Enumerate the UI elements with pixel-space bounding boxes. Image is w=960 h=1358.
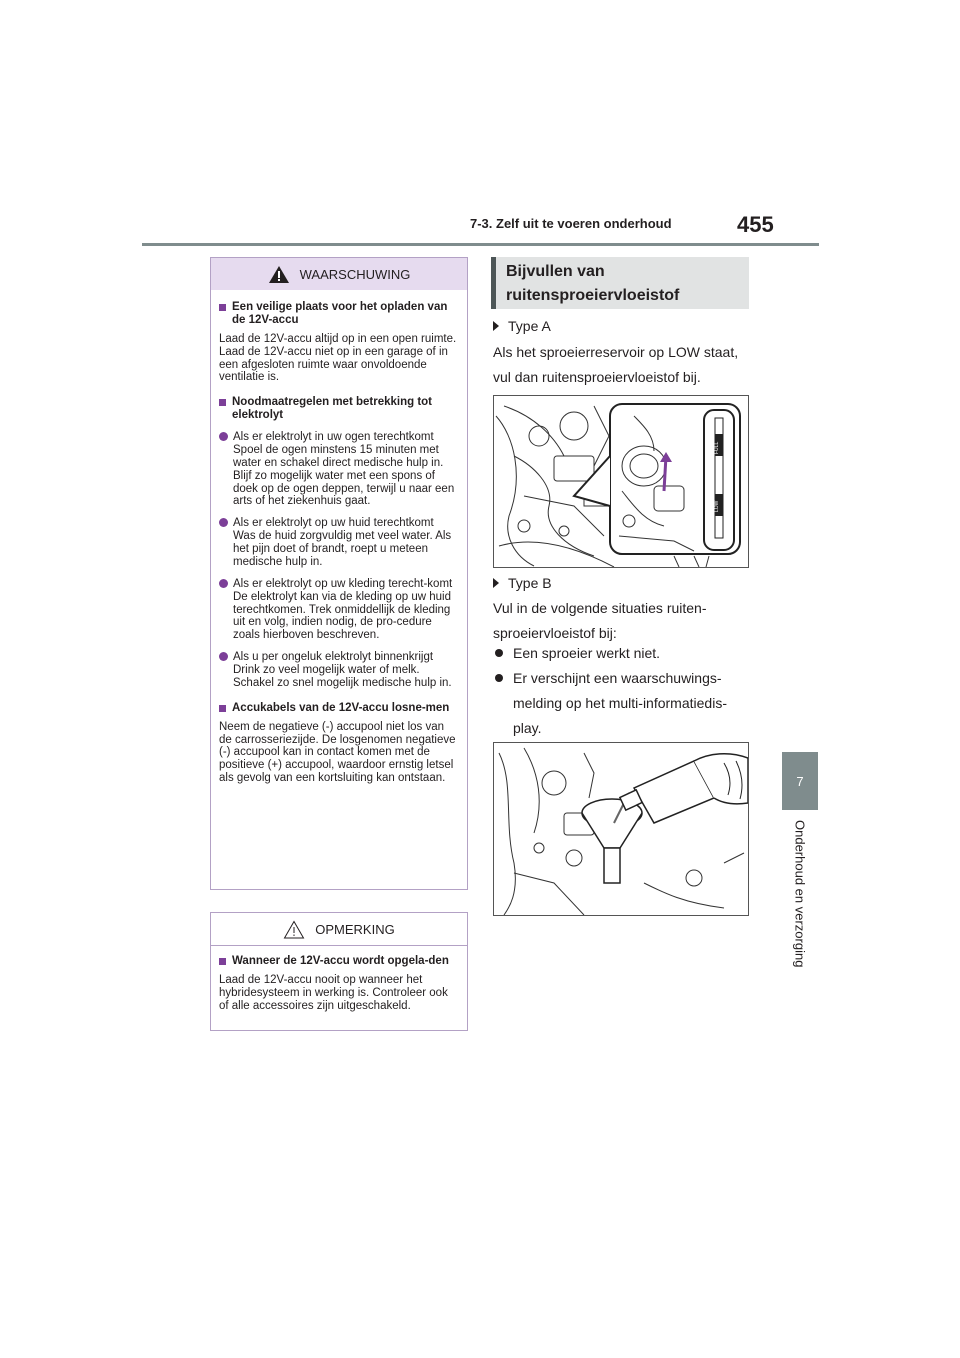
warning-bullet: Als u per ongeluk elektrolyt binnenkrijgt Drink zo veel mogelijk water of melk. Schakel zo snel mogelijk medische hulp in. — [219, 651, 459, 690]
round-bullet-icon — [219, 518, 228, 527]
washer-reservoir-illustration — [493, 395, 749, 568]
warning-triangle-icon — [268, 265, 290, 284]
square-bullet-icon — [219, 958, 226, 965]
dipstick-full-label: FULL — [714, 441, 720, 454]
dipstick-low-label: LOW — [714, 500, 720, 512]
type-a-label: Type A — [493, 314, 751, 338]
warning-heading: Noodmaatregelen met betrekking tot elektrolyt — [219, 396, 459, 422]
round-bullet-icon — [219, 652, 228, 661]
type-b-bullet: Een sproeier werkt niet. — [493, 641, 751, 665]
warning-bullet: Als er elektrolyt op uw kleding terecht-komt De elektrolyt kan via de kleding op uw huid terechtkomen. Trek onmiddellijk de kleding uit en volg, indien nodig, de pro-cedure zoals hierboven beschreven. — [219, 578, 459, 642]
warning-box — [210, 257, 468, 890]
warning-title: WAARSCHUWING — [299, 266, 411, 282]
refill-funnel-illustration — [493, 742, 749, 916]
warning-paragraph: Neem de negatieve (-) accupool niet los van de carrosseriezijde. De losgenomen negatieve (-) accupool kan in contact komen met de positieve (+) accupool, waardoor ernstig letsel als gevolg van een kortsluiting kan ontstaan. — [219, 720, 456, 785]
round-bullet-icon — [495, 649, 503, 657]
caution-outline-icon — [283, 920, 305, 939]
type-a-text: Als het sproeierreservoir op LOW staat, vul dan ruitensproeiervloeistof bij. — [493, 344, 739, 385]
warning-heading: Accukabels van de 12V-accu losne-men — [219, 702, 459, 715]
note-title: OPMERKING — [315, 921, 395, 937]
round-bullet-icon — [219, 432, 228, 441]
section-title: 7-3. Zelf uit te voeren onderhoud — [470, 216, 672, 231]
warning-paragraph: Laad de 12V-accu altijd op in een open ruimte. Laad de 12V-accu niet op in een garage of in een afgesloten ruimte waar onvoldoende ventilatie is. — [219, 332, 457, 384]
note-box — [210, 912, 468, 1031]
warning-bullet: Als er elektrolyt op uw huid terechtkomt Was de huid zorgvuldig met veel water. Als het pijn doet of brandt, roept u meteen medische hulp in. — [219, 517, 459, 569]
round-bullet-icon — [219, 579, 228, 588]
square-bullet-icon — [219, 304, 226, 311]
note-paragraph: Laad de 12V-accu nooit op wanneer het hybridesysteem in werking is. Controleer ook of alle accessoires zijn uitgeschakeld. — [219, 973, 448, 1012]
header-divider — [142, 243, 819, 246]
page-number: 455 — [737, 212, 774, 237]
funnel-pour-drawing — [494, 743, 748, 915]
chapter-number: 7 — [796, 773, 804, 789]
chapter-label: Onderhoud en verzorging — [792, 820, 808, 968]
warning-bullet: Als er elektrolyt in uw ogen terechtkomt Spoel de ogen minstens 15 minuten met water en schakel direct medische hulp in. Blijf zo mogelijk water met een spons of doek op de ogen deppen, terwijl u naar een arts of het ziekenhuis gaat. — [219, 431, 459, 508]
type-b-bullet: Er verschijnt een waarschuwings-melding op het multi-informatiedis-play. — [493, 666, 751, 741]
type-b-label: Type B — [493, 571, 751, 595]
type-b-text: Vul in de volgende situaties ruiten-sproeiervloeistof bij: — [493, 600, 707, 641]
warning-heading: Een veilige plaats voor het opladen van de 12V-accu — [219, 301, 459, 327]
note-header — [211, 913, 467, 946]
section-heading: Bijvullen van ruitensproeiervloeistof — [491, 257, 749, 309]
note-heading: Wanneer de 12V-accu wordt opgela-den — [219, 955, 459, 968]
square-bullet-icon — [219, 705, 226, 712]
round-bullet-icon — [495, 674, 503, 682]
chapter-tab — [782, 752, 818, 810]
square-bullet-icon — [219, 399, 226, 406]
warning-header — [211, 258, 467, 290]
engine-bay-drawing — [494, 396, 748, 567]
